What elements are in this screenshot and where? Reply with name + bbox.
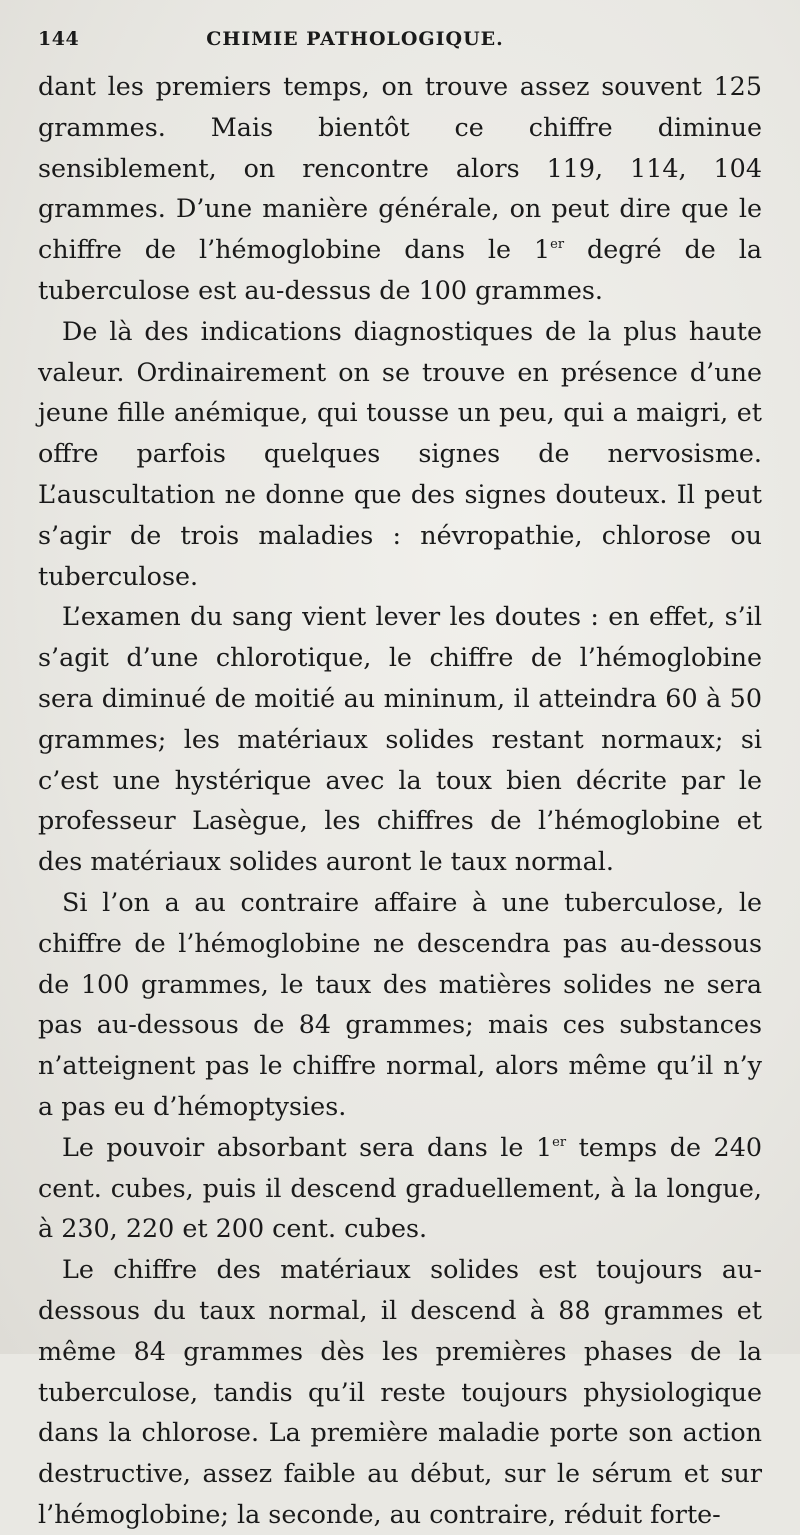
text-run: Si l’on a au contraire affaire à une tuberculose, le chiffre de l’hémoglobine ne descendra pas au-dessous de 100 grammes, le taux des matières solides ne sera pas au-dessous de 84 grammes; mais ces substances n’atteignent pas le chiffre normal, alors même qu’il n’y a pas eu d’hémoptysies.: [38, 886, 762, 1121]
running-title: CHIMIE PATHOLOGIQUE.: [206, 28, 504, 50]
paragraph: [38, 1249, 762, 1535]
text-run: L’examen du sang vient lever les doutes : en effet, s’il s’agit d’une chlorotique, le chiffre de l’hémoglobine sera diminué de moitié au mininum, il atteindra 60 à 50 grammes; les matériaux solides restant normaux; si c’est une hystérique avec la toux bien décrite par le professeur Lasègue, les chiffres de l’hémoglobine et des matériaux solides auront le taux normal.: [38, 601, 762, 877]
text-run: Le chiffre des matériaux solides est toujours au-dessous du taux normal, il descend à 88 grammes et même 84 grammes dès les premières phases de la tuberculose, tandis qu’il reste toujours physiologique dans la chlorose. La première maladie porte son action destructive, assez faible au début, sur le sérum et sur l’hémoglobine; la seconde, au contraire, réduit forte-: [38, 1254, 762, 1529]
paragraph: [38, 882, 762, 1127]
text-run: degré de la tuberculose est au-dessus de 100 grammes.: [38, 234, 762, 305]
paragraph: [38, 1127, 762, 1249]
superscript: er: [550, 237, 565, 253]
text-run: De là des indications diagnostiques de la plus haute valeur. Ordinairement on se trouve en présence d’une jeune fille anémique, qui tousse un peu, qui a maigri, et offre parfois quelques signes de nervosisme. L’auscultation ne donne que des signes douteux. Il peut s’agir de trois maladies : névropathie, chlorose ou tuberculose.: [38, 315, 762, 591]
body-text: [38, 66, 762, 1535]
text-run: dant les premiers temps, on trouve assez souvent 125 grammes. Mais bientôt ce chiffre diminue sensiblement, on rencontre alors 119, 114, 104 grammes. D’une manière générale, on peut dire que le chiffre de l’hémoglobine dans le 1: [38, 71, 762, 265]
paragraph: [38, 596, 762, 882]
running-head: [38, 28, 762, 66]
superscript: er: [552, 1134, 567, 1150]
text-run: Le pouvoir absorbant sera dans le 1: [62, 1131, 553, 1162]
page-number: 144: [38, 28, 80, 50]
paragraph: [38, 66, 762, 311]
paragraph: [38, 311, 762, 597]
text-run: temps de 240 cent. cubes, puis il descend graduellement, à la longue, à 230, 220 et 200 cent. cubes.: [38, 1131, 763, 1244]
